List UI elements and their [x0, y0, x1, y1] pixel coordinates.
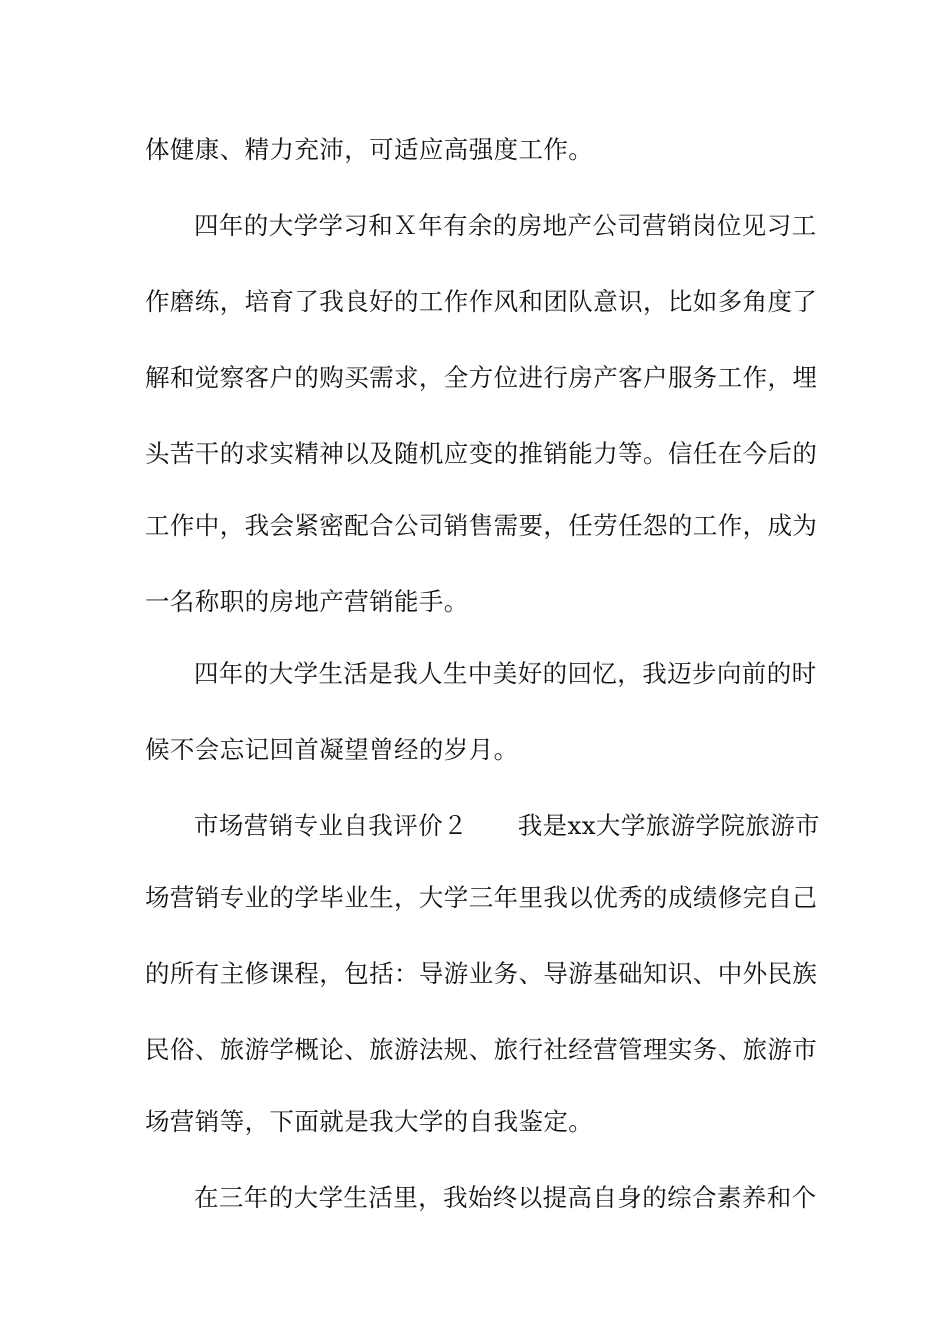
body-text-line: 工作中，我会紧密配合公司销售需要，任劳任怨的工作，成为 [145, 511, 818, 540]
body-text-line: 候不会忘记回首凝望曾经的岁月。 [145, 735, 519, 764]
body-text-line: 场营销专业的学毕业生，大学三年里我以优秀的成绩修完自己 [145, 883, 818, 912]
body-text-line: 头苦干的求实精神以及随机应变的推销能力等。信任在今后的 [145, 439, 818, 468]
paragraph-first-line: 在三年的大学生活里，我始终以提高自身的综合素养和个 [194, 1183, 817, 1212]
body-text-line: 的所有主修课程，包括：导游业务、导游基础知识、中外民族 [145, 959, 818, 988]
body-text-line: 体健康、精力充沛，可适应高强度工作。 [145, 135, 594, 164]
section-heading-line: 市场营销专业自我评价２ 我是xx大学旅游学院旅游市 [194, 811, 821, 840]
body-text-line: 场营销等，下面就是我大学的自我鉴定。 [145, 1107, 594, 1136]
body-text-line: 一名称职的房地产营销能手。 [145, 587, 469, 616]
body-text-line: 民俗、旅游学概论、旅游法规、旅行社经营管理实务、旅游市 [145, 1035, 818, 1064]
body-text-line: 作磨练，培育了我良好的工作作风和团队意识，比如多角度了 [145, 287, 818, 316]
paragraph-first-line: 四年的大学学习和Ｘ年有余的房地产公司营销岗位见习工 [194, 211, 817, 240]
paragraph-first-line: 四年的大学生活是我人生中美好的回忆，我迈步向前的时 [194, 659, 817, 688]
body-text-line: 解和觉察客户的购买需求，全方位进行房产客户服务工作，埋 [145, 363, 818, 392]
